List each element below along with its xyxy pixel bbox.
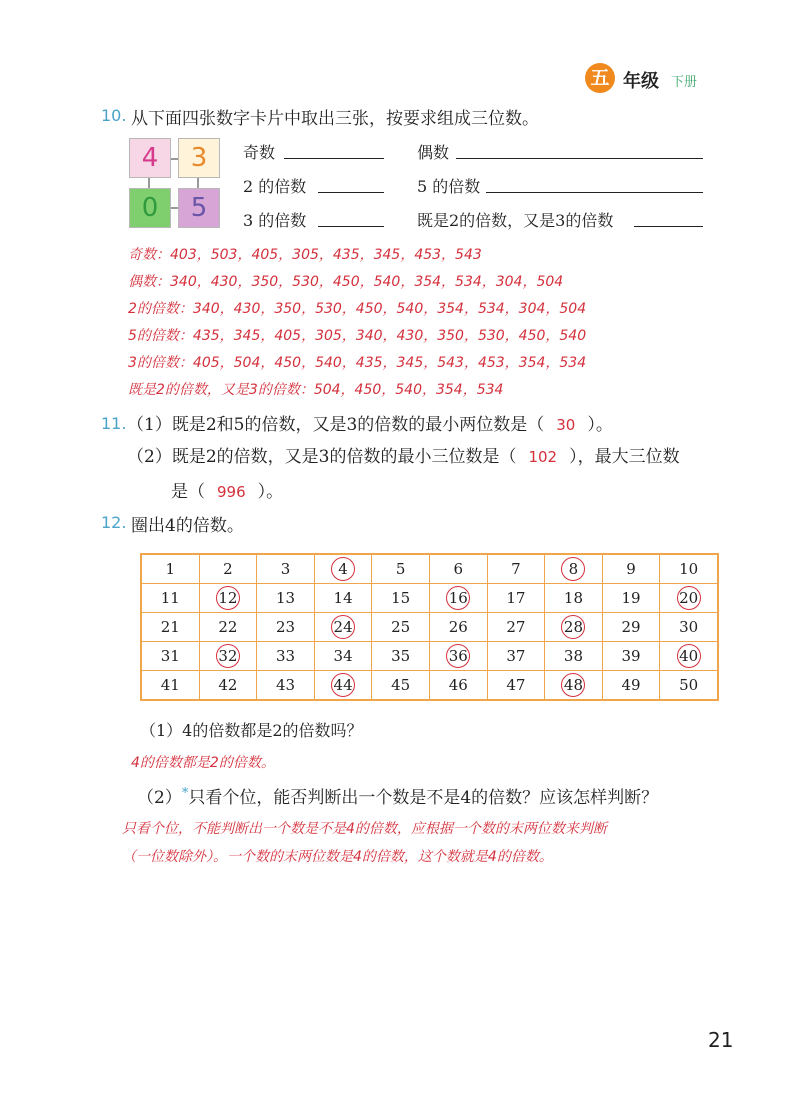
grid-cell [199,613,257,642]
grid-cell [602,584,660,613]
q12-sub2-prefix: （2） [137,788,182,808]
grade-label: 年级 [623,71,659,92]
even-blank [456,158,703,159]
grid-cell [141,671,199,701]
grid-cell-value: 4 [338,560,348,578]
q11-p1-answer: 30 [556,416,576,434]
grid-cell-value: 40 [679,647,699,665]
answer-mult3: 3的倍数：405，504，450，540，435，345，543，453，354，534 [128,355,587,371]
grid-cell [487,642,545,671]
q11-number: 11. [101,414,127,433]
circle-mark [677,586,701,610]
answer-even: 偶数：340，430，350，530，450，540，354，534，304，504 [128,274,564,290]
grid-cell [602,613,660,642]
grid-cell-value: 16 [448,589,468,607]
grid-row [141,671,718,701]
grid-cell [199,642,257,671]
grid-row [141,584,718,613]
grid-cell-value: 13 [275,589,296,607]
q12-sub2-answer-line1: 只看个位，不能判断出一个数是不是4的倍数，应根据一个数的末两位数来判断 [122,821,607,837]
grid-cell-value: 46 [448,676,468,694]
grid-cell [141,613,199,642]
grid-cell-value: 37 [506,647,526,665]
page-number: 21 [708,1028,734,1052]
grid-cell [429,671,487,701]
both23-blank [634,226,703,227]
grid-cell-value: 1 [165,560,176,578]
grid-cell [257,671,315,701]
grid-cell [602,554,660,584]
q11-p1-prefix: （1）既是2和5的倍数，又是3的倍数的最小两位数是（ [127,415,545,435]
grid-cell-value: 5 [395,560,406,578]
circle-mark [331,557,355,581]
grid-cell [545,671,603,701]
grid-cell-value: 44 [333,676,353,694]
q10-number: 10. [101,106,127,125]
grid-cell-value: 30 [679,618,699,636]
grid-cell-value: 26 [448,618,468,636]
grid-cell-value: 33 [275,647,296,665]
grid-cell [429,642,487,671]
number-card: 3 [178,138,220,178]
grid-cell [257,642,315,671]
q11-part1 [127,410,613,435]
grid-cell [602,671,660,701]
grid-cell-value: 14 [333,589,353,607]
grid-cell [372,584,430,613]
grid-cell [660,613,718,642]
grid-cell [372,642,430,671]
grid-cell [660,642,718,671]
grid-cell-value: 9 [626,560,636,578]
grid-cell-value: 17 [506,589,526,607]
volume-label: 下册 [671,75,698,90]
grid-cell [372,613,430,642]
grid-cell [487,554,545,584]
mult2-label: 2 的倍数 [243,177,307,196]
grid-cell [487,584,545,613]
grid-cell [199,671,257,701]
answer-odd: 奇数：403，503，405，305，435，345，453，543 [128,247,482,263]
grid-row [141,613,718,642]
grid-cell-value: 45 [391,676,411,694]
grid-cell-value: 39 [621,647,641,665]
odd-label: 奇数 [243,143,276,162]
grid-cell-value: 42 [218,676,238,694]
grid-cell [660,671,718,701]
mult5-label: 5 的倍数 [417,177,481,196]
grid-cell-value: 41 [160,676,180,694]
grid-cell-value: 2 [223,560,233,578]
q11-p2-answer2: 996 [217,483,246,501]
q12-sub1-answer: 4的倍数都是2的倍数。 [131,755,275,771]
grid-cell [487,613,545,642]
q12-text: 圈出4的倍数。 [131,516,244,536]
grid-row [141,554,718,584]
grid-cell [141,584,199,613]
both23-label: 既是2的倍数，又是3的倍数 [417,211,614,230]
grid-cell-value: 34 [333,647,353,665]
grid-cell [257,554,315,584]
mult2-blank [318,192,384,193]
answer-mult5: 5的倍数：435，345，405，305，340，430，350，530，450，540 [128,328,587,344]
q12-sub2-question [137,783,658,808]
answer-mult2: 2的倍数：340，430，350，530，450，540，354，534，304，504 [128,301,587,317]
number-card: 5 [178,188,220,228]
grid-cell [314,554,372,584]
q11-part2-line2 [171,477,283,502]
q11-p2-suffix: ）。 [257,482,284,502]
grid-cell [429,584,487,613]
circle-mark [677,644,701,668]
q11-p2-mid: ），最大三位数 [569,447,680,467]
grid-cell-value: 32 [218,647,238,665]
q12-sub2-answer-line2: （一位数除外）。一个数的末两位数是4的倍数，这个数就是4的倍数。 [122,849,553,865]
grid-cell-value: 50 [679,676,699,694]
circle-mark [331,673,355,697]
circle-mark [331,615,355,639]
even-label: 偶数 [417,143,450,162]
grid-cell [141,642,199,671]
grid-cell-value: 24 [333,618,353,636]
grid-cell-value: 11 [160,589,180,607]
grid-cell-value: 22 [218,618,238,636]
circle-mark [561,557,585,581]
circle-mark [216,644,240,668]
q11-p2-answer1: 102 [528,448,558,466]
grid-cell [545,554,603,584]
grid-cell-value: 35 [391,647,411,665]
number-card: 4 [129,138,171,178]
answer-both23: 既是2的倍数，又是3的倍数：504，450，540，354，534 [128,382,504,398]
grid-cell-value: 31 [160,647,180,665]
grid-cell-value: 43 [275,676,296,694]
grid-cell [314,613,372,642]
grid-cell [602,642,660,671]
mult3-blank [318,226,384,227]
grid-cell [314,642,372,671]
q12-sub1-question: （1）4的倍数都是2的倍数吗？ [140,721,363,740]
grid-cell [199,554,257,584]
grid-cell [545,584,603,613]
grid-cell [314,584,372,613]
q12-number: 12. [101,513,127,532]
grid-cell [660,584,718,613]
grid-cell [429,554,487,584]
mult5-blank [486,192,703,193]
grid-cell-value: 19 [621,589,641,607]
grid-cell [545,642,603,671]
grid-cell [257,584,315,613]
grid-cell [487,671,545,701]
grid-cell-value: 29 [621,618,641,636]
grid-cell [314,671,372,701]
number-grid [140,553,719,701]
grid-cell-value: 36 [448,647,468,665]
grid-cell-value: 27 [506,618,526,636]
grid-cell-value: 38 [563,647,583,665]
mult3-label: 3 的倍数 [243,211,307,230]
grid-cell [545,613,603,642]
grid-cell-value: 28 [563,618,583,636]
q11-p1-suffix: ）。 [587,415,613,435]
grid-cell-value: 7 [511,560,521,578]
grid-cell [141,554,199,584]
grid-cell [372,554,430,584]
grid-cell [429,613,487,642]
grid-cell [257,613,315,642]
grid-cell-value: 21 [160,618,180,636]
q10-text: 从下面四张数字卡片中取出三张，按要求组成三位数。 [131,109,539,129]
grid-cell-value: 18 [563,589,583,607]
grid-cell-value: 15 [391,589,411,607]
grid-cell [660,554,718,584]
q11-p2-prefix: （2）既是2的倍数，又是3的倍数的最小三位数是（ [127,447,517,467]
grid-cell-value: 3 [280,560,291,578]
grade-badge: 五 [585,63,615,93]
grid-cell-value: 6 [453,560,464,578]
grid-cell-value: 25 [391,618,411,636]
q11-part2 [127,442,680,467]
number-card: 0 [129,188,171,228]
circle-mark [216,586,240,610]
odd-blank [284,158,384,159]
grid-cell-value: 23 [275,618,296,636]
star-icon: * [181,786,189,801]
grid-cell-value: 10 [679,560,699,578]
grid-row [141,642,718,671]
grid-cell-value: 47 [506,676,526,694]
grid-cell-value: 49 [621,676,641,694]
grid-cell-value: 20 [679,589,699,607]
grid-cell-value: 48 [563,676,583,694]
grid-cell [372,671,430,701]
q12-sub2-text: 只看个位，能否判断出一个数是不是4的倍数？应该怎样判断？ [188,788,659,808]
grid-cell [199,584,257,613]
q11-p2-line2-prefix: 是（ [171,482,205,502]
grid-cell-value: 12 [218,589,238,607]
grid-cell-value: 8 [568,560,579,578]
